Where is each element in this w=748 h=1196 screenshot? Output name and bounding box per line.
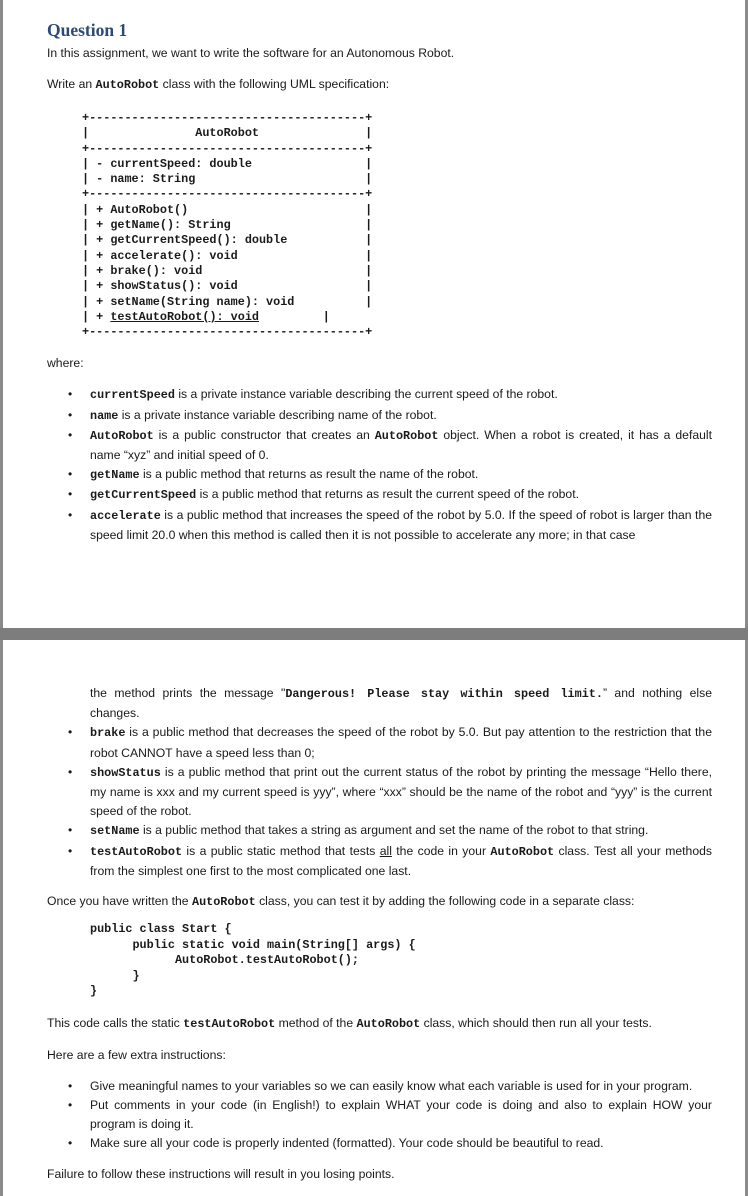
- list-item: • accelerate is a public method that increases the speed of the robot by 5.0. If the speed of robot is larger than the speed limit 20.0 when this method is called then it is not possible to accelerate any more; in that case: [68, 507, 712, 542]
- bullet-dot: •: [68, 1078, 73, 1093]
- bullet-dot: •: [68, 725, 73, 740]
- code-line: public static void main(String[] args) {: [90, 937, 416, 952]
- list-item: • Give meaningful names to your variables so we can easily know what each variable is used for in your program.: [47, 1077, 712, 1096]
- uml-line: | + AutoRobot() |: [82, 202, 373, 217]
- uml-line-test-method: | + testAutoRobot(): void |: [82, 309, 330, 324]
- code-line: public class Start {: [90, 922, 232, 937]
- bullet-dot: •: [68, 1136, 73, 1151]
- list-item: • getCurrentSpeed is a public method that returns as result the current speed of the robot.: [47, 485, 712, 505]
- uml-line: +---------------------------------------+: [82, 325, 373, 340]
- list-item: • AutoRobot is a public constructor that creates an AutoRobot object. When a robot is created, it has a default name “xyz” and initial speed of 0.: [68, 427, 712, 463]
- document-page-2: [47, 684, 712, 1184]
- uml-instruction: Write an AutoRobot class with the following UML specification:: [47, 77, 390, 92]
- question-title: Question 1: [47, 20, 128, 40]
- uml-line: | + brake(): void |: [82, 263, 373, 278]
- code-line: AutoRobot.testAutoRobot();: [90, 953, 360, 968]
- uml-line: | + getName(): String |: [82, 218, 373, 233]
- document-page-1: [47, 18, 712, 545]
- intro-paragraph: In this assignment, we want to write the software for an Autonomous Robot.: [47, 46, 455, 60]
- list-item: • setName is a public method that takes a string as argument and set the name of the robot to that string.: [47, 821, 712, 841]
- uml-line: | AutoRobot |: [82, 126, 373, 141]
- bullet-dot: •: [68, 823, 73, 838]
- bullet-dot: •: [68, 427, 73, 442]
- member-description-list: [47, 385, 712, 545]
- uml-line: | + setName(String name): void |: [82, 294, 373, 309]
- list-item-continuation: the method prints the message "Dangerous! Please stay within speed limit.” and nothing else changes.: [90, 686, 712, 721]
- uml-line: | - name: String |: [82, 172, 373, 187]
- bullet-dot: •: [68, 467, 73, 482]
- list-item: • name is a private instance variable describing name of the robot.: [47, 406, 712, 426]
- list-item: • Make sure all your code is properly indented (formatted). Your code should be beautiful to read.: [47, 1134, 712, 1153]
- bullet-dot: •: [68, 1097, 73, 1112]
- list-item: • brake is a public method that decreases the speed of the robot by 5.0. But pay attention to the restriction that the robot CANNOT have a speed less than 0;: [68, 725, 712, 760]
- list-item: • currentSpeed is a private instance variable describing the current speed of the robot.: [47, 385, 712, 405]
- uml-line: | - currentSpeed: double |: [82, 156, 373, 171]
- code-line: }: [90, 984, 98, 999]
- uml-line: | + accelerate(): void |: [82, 248, 373, 263]
- bullet-dot: •: [68, 407, 73, 422]
- page-left-edge: [0, 0, 3, 1196]
- uml-line: +---------------------------------------+: [82, 141, 373, 156]
- code-block: [90, 922, 712, 1000]
- list-item: • testAutoRobot is a public static method that tests all the code in your AutoRobot class. Test all your methods from the simplest one first to the most complicated one last.: [68, 843, 712, 878]
- bullet-dot: •: [68, 387, 73, 402]
- uml-line: +---------------------------------------+: [82, 187, 373, 202]
- extra-instructions-list: [47, 1077, 712, 1154]
- bullet-dot: •: [68, 764, 73, 779]
- where-label: where:: [47, 356, 84, 371]
- uml-line: | + showStatus(): void |: [82, 279, 373, 294]
- uml-diagram: [82, 111, 712, 340]
- list-item: • getName is a public method that returns as result the name of the robot.: [47, 465, 712, 485]
- uml-line: +---------------------------------------+: [82, 111, 373, 125]
- bullet-dot: •: [68, 843, 73, 858]
- calls-note-paragraph: This code calls the static testAutoRobot method of the AutoRobot class, which should then run all your tests.: [47, 1015, 652, 1031]
- bullet-dot: •: [68, 507, 73, 522]
- test-intro-paragraph: Once you have written the AutoRobot class, you can test it by adding the following code in a separate class:: [47, 894, 635, 910]
- bullet-dot: •: [68, 487, 73, 502]
- page-break-gap: [0, 628, 748, 640]
- member-description-list-continued: [47, 684, 712, 881]
- list-item: • showStatus is a public method that print out the current status of the robot by printing the message “Hello there, my name is xxx and my current speed is yyy”, where “xxx” should be the name of the robot and “yyy” is the current speed of the robot.: [68, 764, 712, 819]
- list-item: • Put comments in your code (in English!) to explain WHAT your code is doing and also to explain HOW your program is doing it.: [68, 1097, 712, 1131]
- code-line: }: [90, 968, 140, 983]
- extra-instructions-label: Here are a few extra instructions:: [47, 1047, 226, 1062]
- uml-line: | + getCurrentSpeed(): double |: [82, 233, 373, 248]
- footer-warning: Failure to follow these instructions will result in you losing points.: [47, 1167, 395, 1182]
